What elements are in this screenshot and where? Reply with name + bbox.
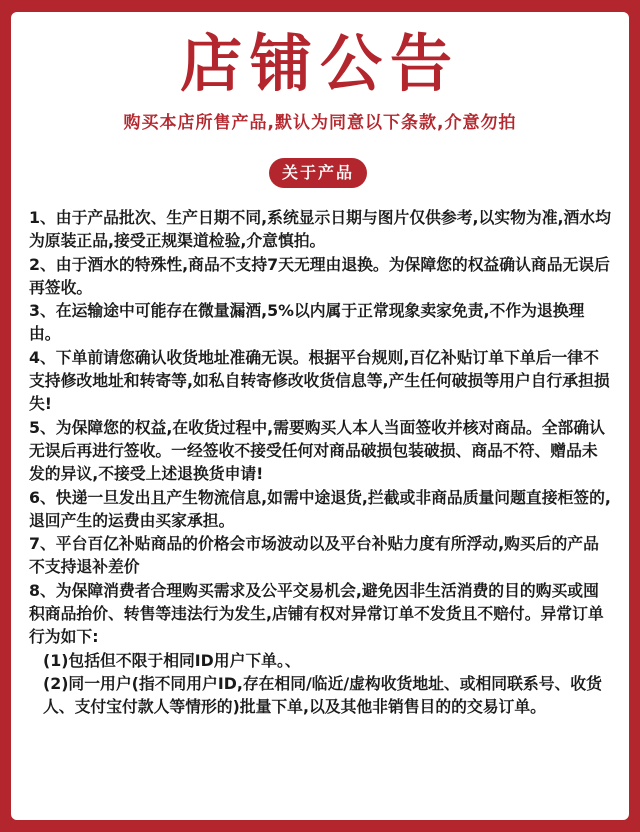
notice-item: 6、快递一旦发出且产生物流信息,如需中途退货,拦截或非商品质量问题直接柜签的,退回产生的运费由买家承担。 bbox=[29, 487, 611, 530]
notice-item: 8、为保障消费者合理购买需求及公平交易机会,避免因非生活消费的目的购买或囤积商品抬价、转售等违法行为发生,店铺有权对异常订单不发货且不赔付。异常订单行为如下: bbox=[29, 580, 604, 647]
notice-item: 1、由于产品批次、生产日期不同,系统显示日期与图片仅供参考,以实物为准,酒水均为原装正品,接受正规渠道检验,介意慎拍。 bbox=[29, 208, 611, 251]
notice-subitem: (2)同一用户(指不同用户ID,存在相同/临近/虚构收货地址、或相同联系号、收货人、支付宝付款人等情形的)批量下单,以及其他非销售目的的交易订单。 bbox=[43, 673, 602, 717]
notice-subitem: (1)包括但不限于相同ID用户下单。、 bbox=[43, 650, 301, 670]
notice-subtitle: 购买本店所售产品,默认为同意以下条款,介意勿拍 bbox=[123, 113, 517, 133]
notice-item: 3、在运输途中可能存在微量漏酒,5%以内属于正常现象卖家免责,不作为退换理由。 bbox=[29, 301, 585, 344]
notice-item: 2、由于酒水的特殊性,商品不支持7天无理由退换。为保障您的权益确认商品无误后再签收。 bbox=[29, 254, 610, 297]
section-badge: 关于产品 bbox=[269, 158, 367, 188]
notice-card bbox=[11, 12, 629, 820]
notice-title: 店铺公告 bbox=[179, 27, 460, 100]
notice-item: 7、平台百亿补贴商品的价格会市场波动以及平台补贴力度有所浮动,购买后的产品不支持退补差价 bbox=[29, 534, 599, 577]
notice-item: 5、为保障您的权益,在收货过程中,需要购买人本人当面签收并核对商品。全部确认无误后再进行签收。一经签收不接受任何对商品破损包装破损、商品不符、赠品未发的异议,不接受上述退换货申请! bbox=[29, 417, 605, 484]
notice-item: 4、下单前请您确认收货地址准确无误。根据平台规则,百亿补贴订单下单后一律不支持修改地址和转寄等,如私自转寄修改收货信息等,产生任何破损等用户自行承担损失! bbox=[29, 347, 610, 414]
notice-body bbox=[29, 206, 613, 719]
